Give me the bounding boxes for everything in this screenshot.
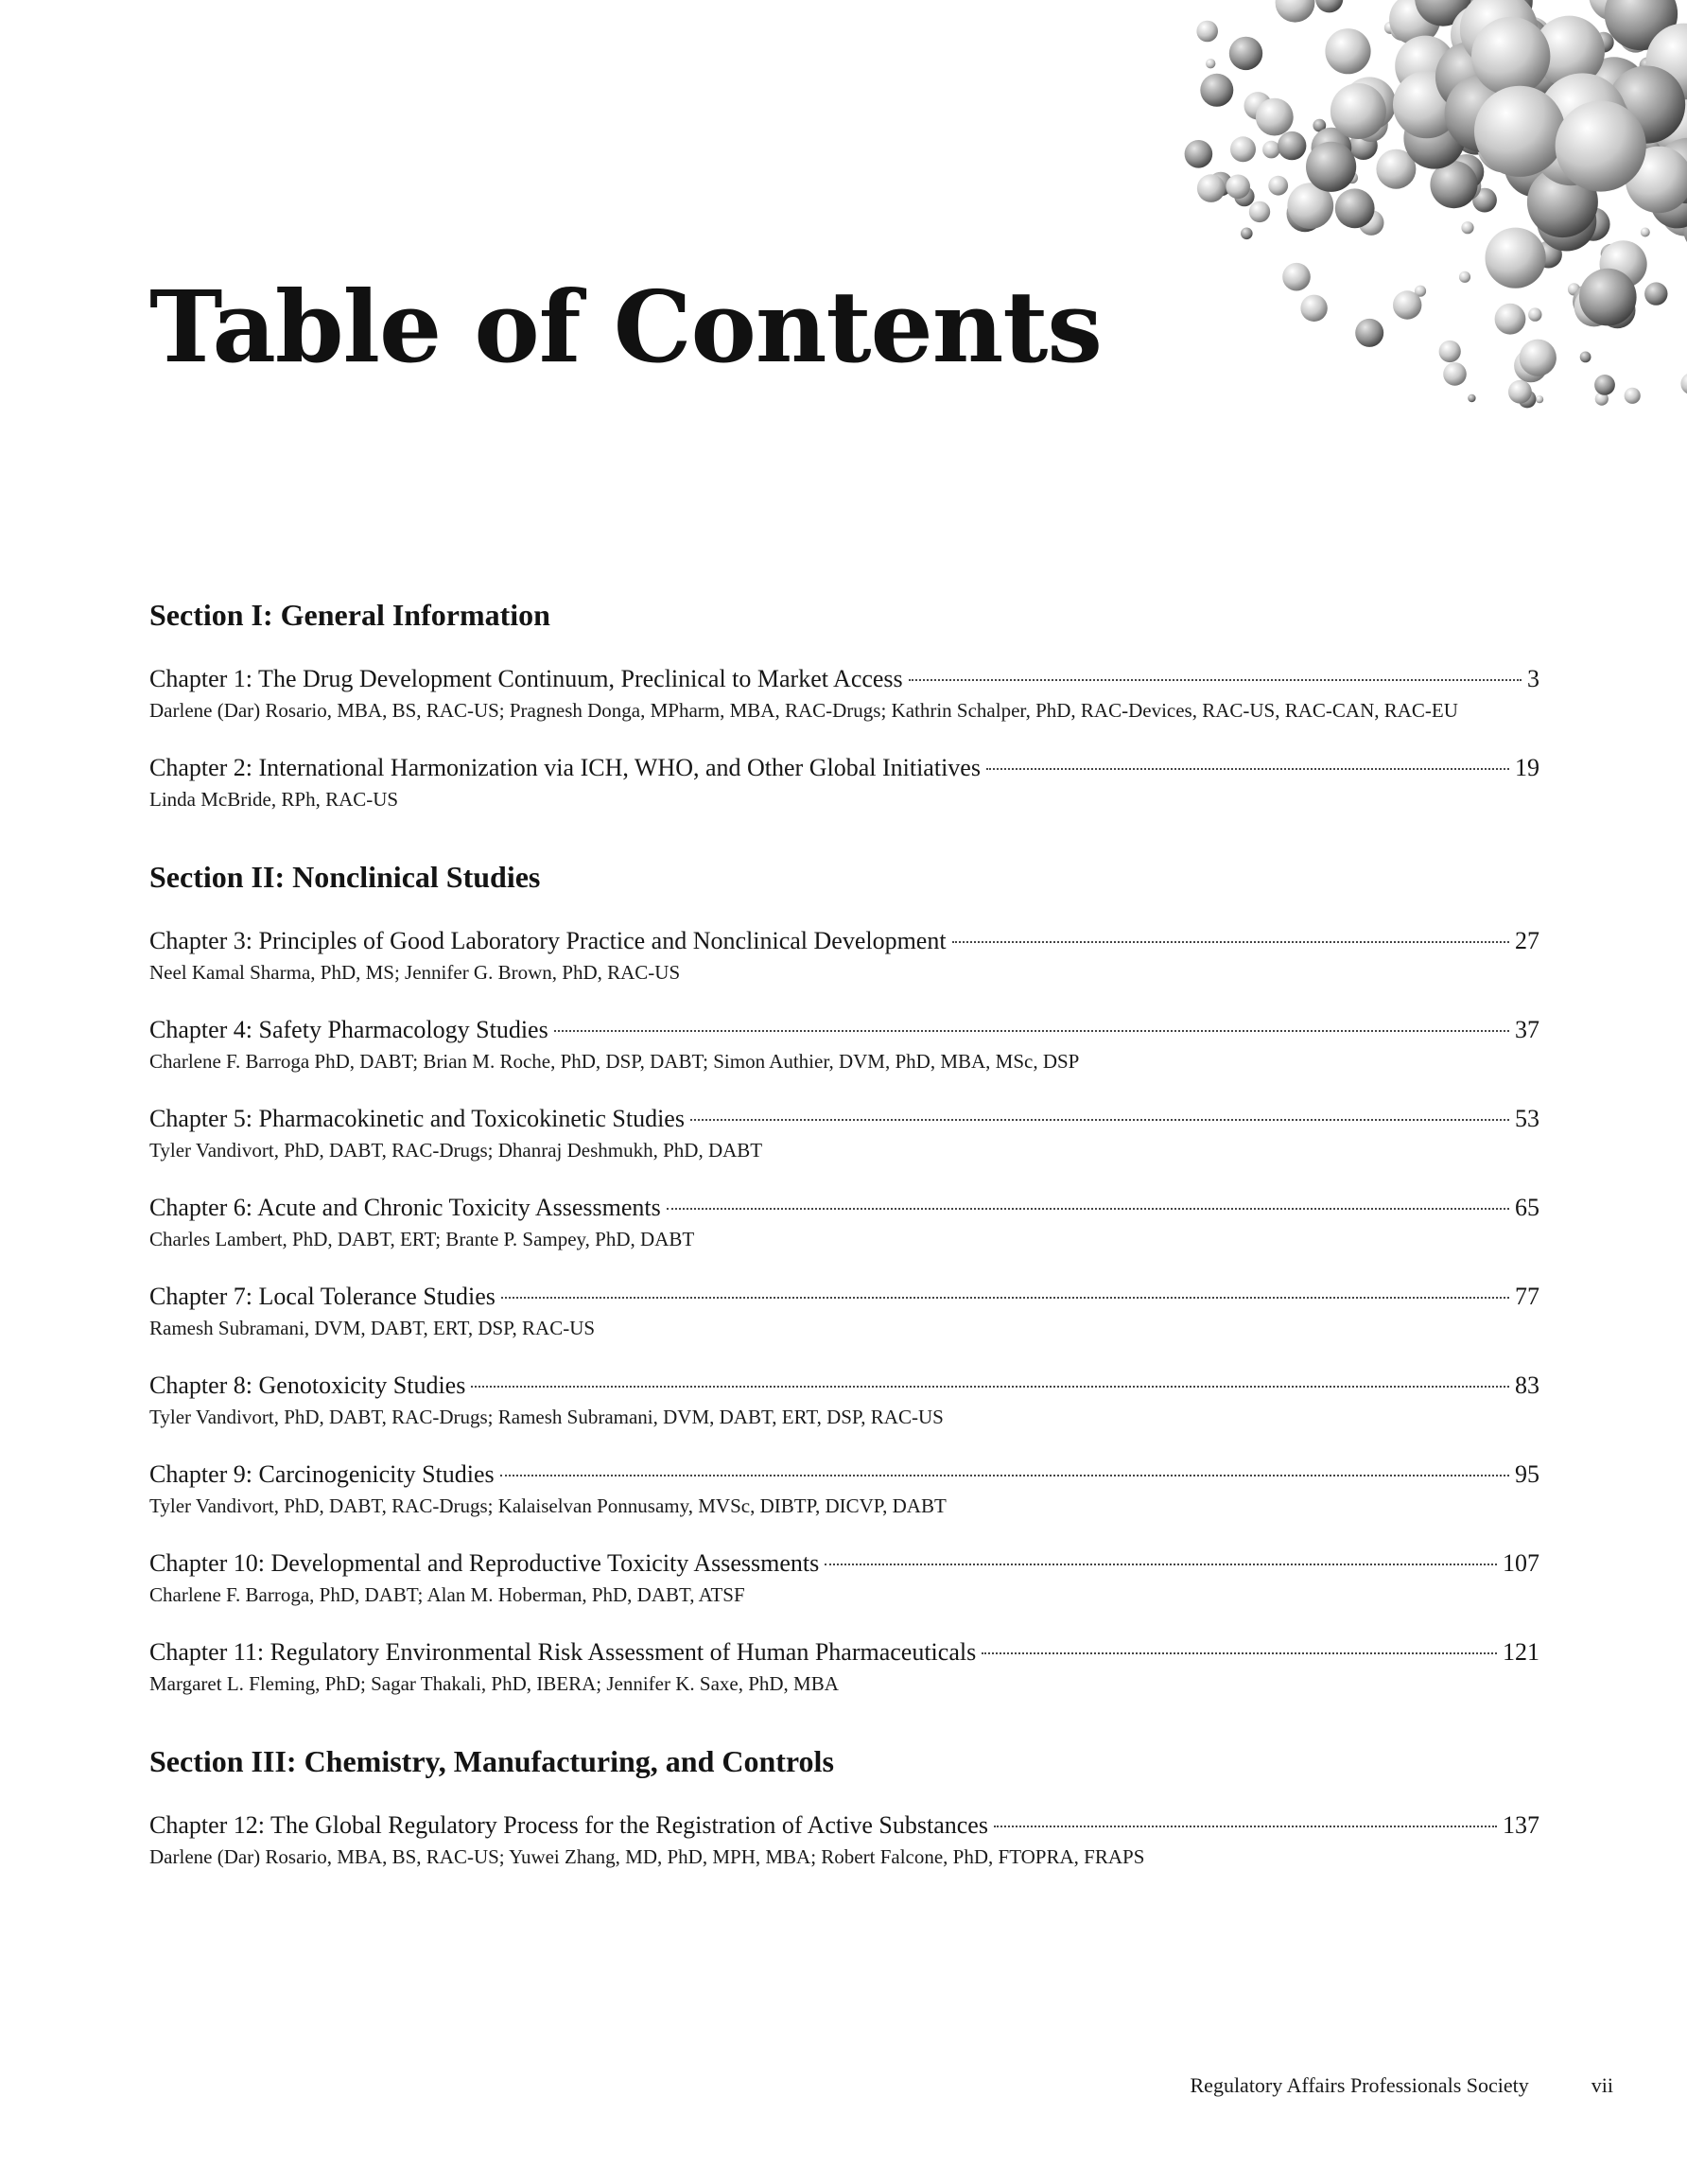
chapter-authors: Margaret L. Fleming, PhD; Sagar Thakali, PhD, IBERA; Jennifer K. Saxe, PhD, MBA bbox=[149, 1672, 839, 1695]
sphere bbox=[1355, 319, 1383, 347]
sphere bbox=[1680, 373, 1687, 394]
dot-leader bbox=[554, 1030, 1509, 1032]
sphere bbox=[1206, 59, 1215, 68]
sphere bbox=[1282, 263, 1311, 291]
sphere bbox=[1315, 0, 1343, 12]
chapter-line bbox=[149, 1013, 1539, 1047]
dot-leader bbox=[982, 1652, 1497, 1654]
sphere bbox=[1325, 28, 1370, 74]
sphere bbox=[1644, 282, 1667, 305]
chapter-page-number: 83 bbox=[1515, 1372, 1539, 1399]
chapter-line bbox=[149, 751, 1539, 785]
chapter-entry[interactable] bbox=[149, 1102, 1539, 1164]
dot-leader bbox=[952, 941, 1509, 943]
sphere bbox=[1594, 375, 1615, 395]
sphere bbox=[1579, 269, 1637, 326]
chapter-authors: Charlene F. Barroga PhD, DABT; Brian M. Roche, PhD, DSP, DABT; Simon Authier, DVM, PhD, MBA, MSc, DSP bbox=[149, 1050, 1080, 1073]
sphere bbox=[1508, 380, 1532, 404]
sphere bbox=[1459, 271, 1470, 283]
toc-section bbox=[149, 586, 1539, 813]
chapter-authors: Tyler Vandivort, PhD, DABT, RAC-Drugs; Dhanraj Deshmukh, PhD, DABT bbox=[149, 1139, 763, 1162]
chapter-authors: Charlene F. Barroga, PhD, DABT; Alan M. Hoberman, PhD, DABT, ATSF bbox=[149, 1583, 745, 1606]
sphere bbox=[1393, 290, 1421, 319]
sphere bbox=[1580, 352, 1591, 363]
chapter-authors: Charles Lambert, PhD, DABT, ERT; Brante P. Sampey, PhD, DABT bbox=[149, 1228, 695, 1250]
sphere bbox=[1439, 341, 1461, 362]
chapter-page-number: 77 bbox=[1515, 1283, 1539, 1310]
chapter-line bbox=[149, 1546, 1539, 1581]
sphere bbox=[1196, 21, 1218, 43]
chapter-authors: Tyler Vandivort, PhD, DABT, RAC-Drugs; Ramesh Subramani, DVM, DABT, ERT, DSP, RAC-US bbox=[149, 1406, 944, 1428]
sphere bbox=[1536, 395, 1543, 403]
chapter-line bbox=[149, 924, 1539, 958]
chapter-title: Chapter 8: Genotoxicity Studies bbox=[149, 1372, 466, 1399]
chapter-title: Chapter 2: International Harmonization via ICH, WHO, and Other Global Initiatives bbox=[149, 754, 981, 781]
dot-leader bbox=[667, 1208, 1509, 1210]
sphere bbox=[1556, 100, 1646, 191]
chapter-title: Chapter 7: Local Tolerance Studies bbox=[149, 1283, 496, 1310]
sphere bbox=[1268, 176, 1288, 196]
sphere bbox=[1249, 201, 1270, 222]
chapter-entry[interactable] bbox=[149, 1635, 1539, 1698]
chapter-entry[interactable] bbox=[149, 1280, 1539, 1342]
chapter-title: Chapter 5: Pharmacokinetic and Toxicokinetic Studies bbox=[149, 1105, 685, 1132]
sphere bbox=[1335, 188, 1375, 228]
chapter-line bbox=[149, 1102, 1539, 1136]
chapter-page-number: 3 bbox=[1527, 665, 1539, 692]
chapter-page-number: 19 bbox=[1515, 754, 1539, 781]
dot-leader bbox=[690, 1119, 1509, 1121]
sphere bbox=[1306, 142, 1356, 192]
section-heading: Section I: General Information bbox=[149, 598, 550, 632]
sphere bbox=[1474, 86, 1565, 177]
chapter-page-number: 27 bbox=[1515, 927, 1539, 954]
chapter-line bbox=[149, 1635, 1539, 1669]
sphere bbox=[1256, 98, 1294, 136]
chapter-page-number: 53 bbox=[1515, 1105, 1539, 1132]
chapter-entry[interactable] bbox=[149, 1546, 1539, 1609]
sphere bbox=[1300, 295, 1327, 322]
chapter-page-number: 121 bbox=[1503, 1638, 1539, 1666]
sphere bbox=[1641, 228, 1650, 237]
dot-leader bbox=[500, 1475, 1509, 1476]
chapter-title: Chapter 11: Regulatory Environmental Risk Assessment of Human Pharmaceuticals bbox=[149, 1638, 977, 1666]
sphere bbox=[1230, 136, 1256, 162]
chapter-page-number: 137 bbox=[1503, 1811, 1539, 1839]
chapter-entry[interactable] bbox=[149, 1013, 1539, 1075]
chapter-line bbox=[149, 1369, 1539, 1403]
chapter-page-number: 37 bbox=[1515, 1016, 1539, 1043]
page-footer bbox=[1191, 2071, 1614, 2100]
chapter-entry[interactable] bbox=[149, 1458, 1539, 1520]
section-heading: Section II: Nonclinical Studies bbox=[149, 860, 541, 894]
sphere bbox=[1528, 307, 1541, 321]
section-heading: Section III: Chemistry, Manufacturing, and Controls bbox=[149, 1744, 834, 1778]
chapter-line bbox=[149, 1458, 1539, 1492]
table-of-contents bbox=[149, 586, 1539, 1871]
chapter-title: Chapter 12: The Global Regulatory Process for the Registration of Active Substances bbox=[149, 1811, 988, 1839]
chapter-entry[interactable] bbox=[149, 1369, 1539, 1431]
sphere bbox=[1200, 74, 1233, 107]
sphere bbox=[1229, 37, 1262, 70]
chapter-line bbox=[149, 1191, 1539, 1225]
sphere bbox=[1443, 362, 1467, 386]
chapter-title: Chapter 1: The Drug Development Continuum, Preclinical to Market Access bbox=[149, 665, 903, 692]
sphere bbox=[1278, 131, 1306, 160]
chapter-title: Chapter 10: Developmental and Reproductive Toxicity Assessments bbox=[149, 1549, 820, 1577]
chapter-page-number: 107 bbox=[1503, 1549, 1539, 1577]
chapter-entry[interactable] bbox=[149, 751, 1539, 813]
dot-leader bbox=[825, 1564, 1497, 1565]
sphere bbox=[1330, 83, 1386, 139]
dot-leader bbox=[471, 1386, 1509, 1388]
chapter-page-number: 65 bbox=[1515, 1194, 1539, 1221]
chapter-authors: Neel Kamal Sharma, PhD, MS; Jennifer G. Brown, PhD, RAC-US bbox=[149, 961, 681, 984]
toc-section bbox=[149, 848, 1539, 1698]
chapter-entry[interactable] bbox=[149, 662, 1539, 725]
chapter-line bbox=[149, 1280, 1539, 1314]
sphere bbox=[1276, 0, 1315, 23]
sphere bbox=[1486, 228, 1546, 288]
sphere bbox=[1241, 228, 1253, 240]
sphere bbox=[1185, 140, 1213, 168]
chapter-title: Chapter 4: Safety Pharmacology Studies bbox=[149, 1016, 548, 1043]
sphere bbox=[1262, 141, 1280, 159]
dot-leader bbox=[501, 1297, 1509, 1299]
sphere bbox=[1495, 304, 1526, 335]
sphere bbox=[1226, 175, 1250, 200]
dot-leader bbox=[994, 1826, 1497, 1827]
dot-leader bbox=[986, 768, 1509, 770]
dot-leader bbox=[909, 679, 1522, 681]
chapter-entry[interactable] bbox=[149, 1808, 1539, 1871]
chapter-entry[interactable] bbox=[149, 924, 1539, 987]
sphere bbox=[1461, 221, 1473, 234]
chapter-authors: Tyler Vandivort, PhD, DABT, RAC-Drugs; Kalaiselvan Ponnusamy, MVSc, DIBTP, DICVP, DABT bbox=[149, 1494, 947, 1517]
sphere bbox=[1197, 174, 1226, 202]
footer-page-number: vii bbox=[1591, 2073, 1613, 2097]
sphere bbox=[1468, 394, 1475, 402]
chapter-authors: Ramesh Subramani, DVM, DABT, ERT, DSP, RAC-US bbox=[149, 1317, 596, 1339]
chapter-authors: Darlene (Dar) Rosario, MBA, BS, RAC-US; Yuwei Zhang, MD, PhD, MPH, MBA; Robert Falcone, PhD, FTOPRA, FRAPS bbox=[149, 1845, 1145, 1868]
chapter-page-number: 95 bbox=[1515, 1460, 1539, 1488]
chapter-title: Chapter 9: Carcinogenicity Studies bbox=[149, 1460, 495, 1488]
chapter-authors: Darlene (Dar) Rosario, MBA, BS, RAC-US; Pragnesh Donga, MPharm, MBA, RAC-Drugs; Kathrin Schalper, PhD, RAC-Devices, RAC-US, RAC-CAN, RAC-EU bbox=[149, 699, 1458, 722]
chapter-authors: Linda McBride, RPh, RAC-US bbox=[149, 788, 399, 811]
toc-section bbox=[149, 1733, 1539, 1871]
sphere bbox=[1471, 17, 1550, 96]
molecular-sphere-illustration bbox=[1050, 0, 1687, 426]
chapter-title: Chapter 6: Acute and Chronic Toxicity Assessments bbox=[149, 1194, 661, 1221]
sphere bbox=[1625, 388, 1641, 404]
sphere bbox=[1520, 340, 1557, 376]
chapter-title: Chapter 3: Principles of Good Laboratory Practice and Nonclinical Development bbox=[149, 927, 947, 954]
footer-publisher: Regulatory Affairs Professionals Society bbox=[1190, 2073, 1529, 2097]
page-title: Table of Contents bbox=[149, 269, 1102, 385]
chapter-entry[interactable] bbox=[149, 1191, 1539, 1253]
chapter-line bbox=[149, 662, 1539, 696]
chapter-line bbox=[149, 1808, 1539, 1843]
